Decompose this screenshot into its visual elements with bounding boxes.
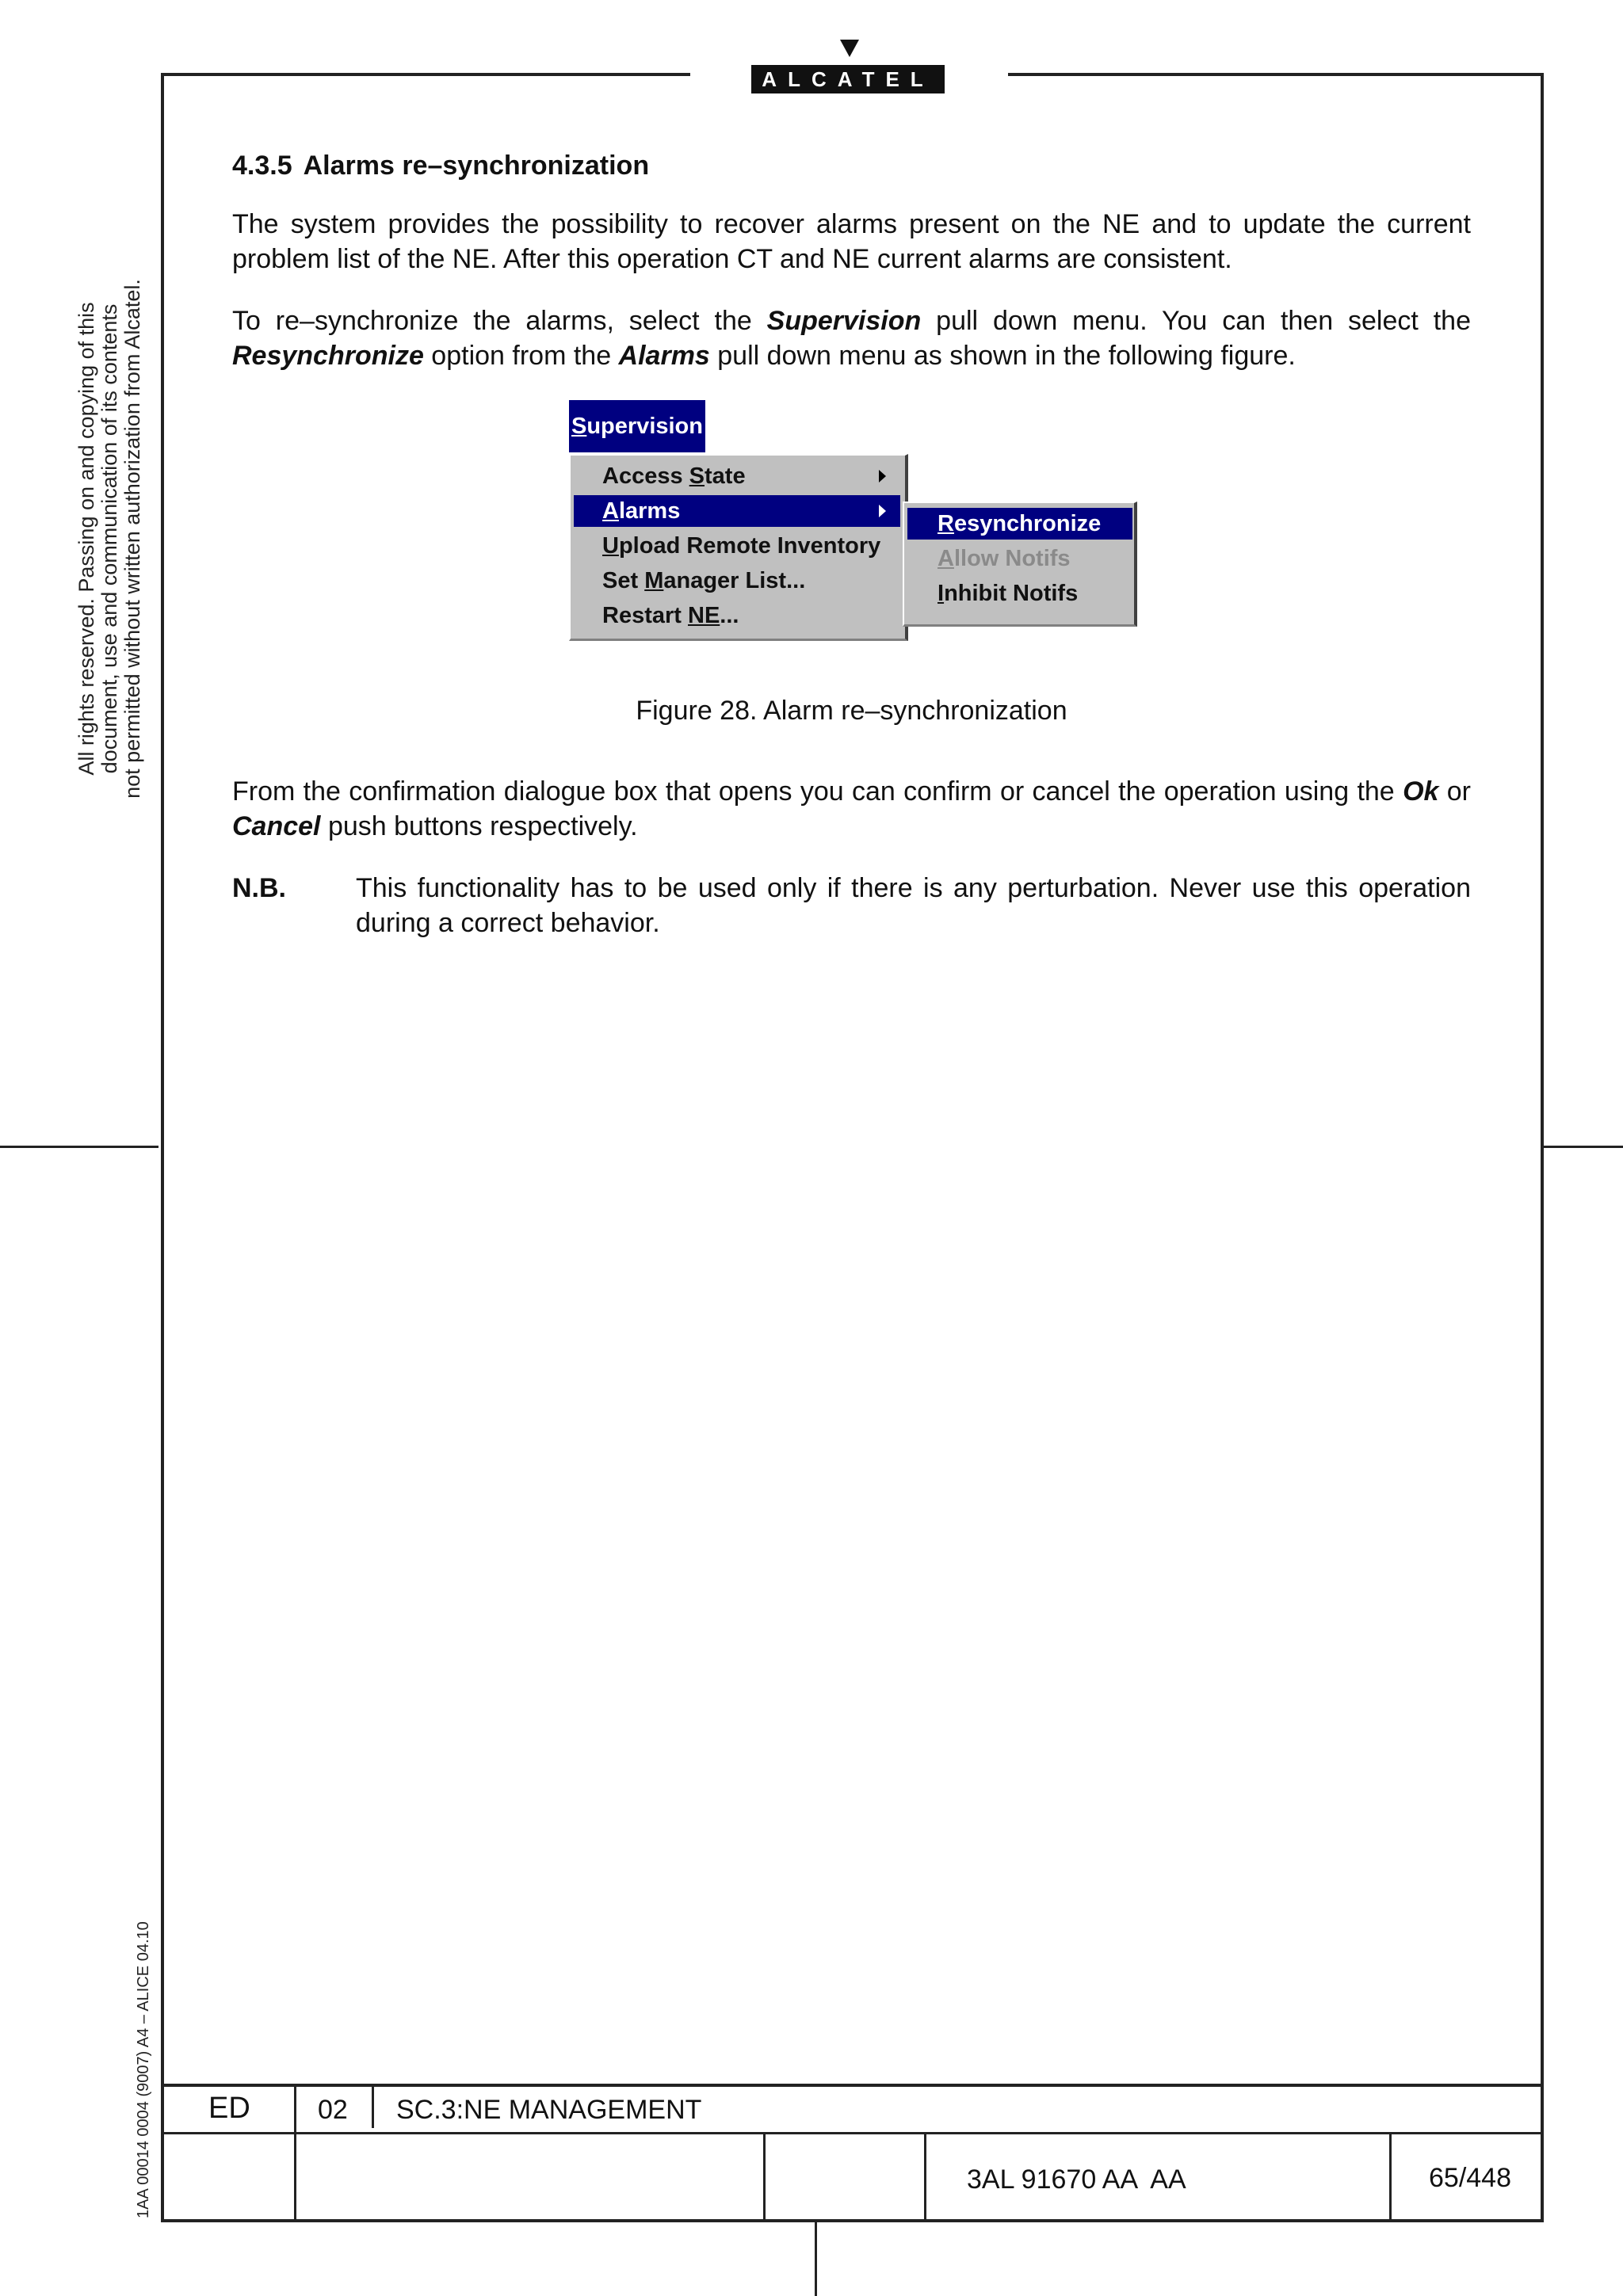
document-number: 3AL 91670 AA AA: [967, 2164, 1186, 2195]
label: pload Remote Inventory: [618, 533, 881, 559]
paragraph-confirmation: [232, 774, 1471, 844]
paragraph-intro: The system provides the possibility to recover alarms present on the NE and to update the current problem list of the NE. After this operation CT and NE current alarms are consistent.: [232, 209, 1471, 274]
rights-line: All rights reserved. Passing on and copying of this: [74, 302, 98, 776]
mnemonic: S: [571, 414, 587, 439]
text-run: push buttons respectively.: [320, 811, 638, 841]
title-block-col-line: [763, 2132, 766, 2219]
section-number: 4.3.5: [232, 151, 292, 181]
page-number: 65/448: [1429, 2163, 1511, 2193]
mnemonic: S: [689, 463, 705, 489]
edition-value: 02: [318, 2095, 348, 2125]
emphasis-alarms: Alarms: [618, 341, 710, 371]
fold-mark-left: [0, 1146, 158, 1148]
menu-item-set-manager-list[interactable]: [574, 565, 900, 597]
menu-item-access-state[interactable]: [574, 460, 900, 492]
submenu-item-resynchronize[interactable]: [907, 508, 1132, 540]
label: tate: [705, 463, 746, 489]
emphasis-resynchronize: Resynchronize: [232, 341, 424, 371]
fold-mark-bottom: [815, 2222, 817, 2296]
emphasis-supervision: Supervision: [766, 306, 922, 336]
title-block-col-line: [1389, 2132, 1392, 2219]
alarms-submenu: [903, 502, 1137, 627]
title-block-col-line: [294, 2087, 296, 2219]
mnemonic: NE: [688, 603, 720, 628]
label: llow Notifs: [953, 546, 1071, 571]
label: Restart: [602, 603, 688, 628]
menu-title-text: upervision: [586, 414, 703, 439]
page-content: [232, 151, 1471, 940]
label: larms: [618, 498, 681, 524]
rights-line: document, use and communication of its contents: [97, 303, 121, 774]
label: Access: [602, 463, 689, 489]
rights-line: not permitted without written authorization from Alcatel.: [120, 279, 144, 799]
doc-form-code: 1AA 00014 0004 (9007) A4 – ALICE 04.10: [135, 1921, 152, 2218]
menu-item-alarms[interactable]: [574, 495, 900, 527]
note-block: [232, 871, 1471, 940]
title-block-col-line: [924, 2132, 926, 2219]
menu-item-upload-remote-inventory[interactable]: [574, 530, 900, 562]
label: Set: [602, 568, 645, 593]
alcatel-logo: ALCATEL: [751, 65, 945, 93]
chapter-title: SC.3:NE MANAGEMENT: [396, 2095, 702, 2125]
frame-left-line: [161, 73, 164, 2222]
label: nhibit Notifs: [944, 581, 1079, 606]
fold-mark-right: [1544, 1146, 1623, 1148]
section-title: Alarms re–synchronization: [303, 151, 650, 181]
text-run: To re–synchronize the alarms, select the: [232, 306, 767, 336]
text-run: From the confirmation dialogue box that opens you can confirm or cancel the operation using the: [232, 776, 1403, 807]
frame-top-line-left: [161, 73, 690, 76]
submenu-arrow-icon: [879, 470, 886, 482]
text-run: option from the: [423, 341, 619, 371]
submenu-item-inhibit-notifs[interactable]: [907, 578, 1132, 609]
menu-supervision[interactable]: [569, 400, 705, 452]
mnemonic: A: [938, 546, 954, 571]
label: esynchronize: [953, 511, 1102, 536]
title-block: [161, 2084, 1544, 2222]
note-text: This functionality has to be used only if there is any perturbation. Never use this operation during a correct behavior.: [356, 873, 1471, 938]
label: ...: [720, 603, 739, 628]
title-block-col-line: [372, 2087, 374, 2128]
section-heading: [232, 151, 1471, 181]
mnemonic: U: [602, 533, 619, 559]
mnemonic: A: [602, 498, 619, 524]
logo-arrow-icon: [840, 40, 859, 57]
text-run: pull down menu as shown in the following figure.: [709, 341, 1296, 371]
label: anager List...: [663, 568, 806, 593]
submenu-item-allow-notifs: [907, 543, 1132, 574]
mnemonic: R: [938, 511, 954, 536]
submenu-arrow-icon: [879, 505, 886, 517]
figure-menu-screenshot: [232, 400, 1471, 733]
edition-label: ED: [208, 2092, 250, 2125]
mnemonic: I: [938, 581, 945, 606]
frame-top-line-right: [1008, 73, 1544, 76]
supervision-dropdown: [569, 454, 908, 641]
text-run: or: [1438, 776, 1471, 807]
title-block-divider: [161, 2132, 1544, 2134]
figure-caption: Figure 28. Alarm re–synchronization: [636, 696, 1067, 726]
text-run: pull down menu. You can then select the: [921, 306, 1471, 336]
menu-item-restart-ne[interactable]: [574, 600, 900, 631]
rights-notice: [75, 269, 144, 808]
note-label: N.B.: [232, 873, 286, 903]
emphasis-cancel: Cancel: [232, 811, 321, 841]
emphasis-ok: Ok: [1403, 776, 1439, 807]
mnemonic: M: [644, 568, 664, 593]
paragraph-instructions: [232, 303, 1471, 373]
